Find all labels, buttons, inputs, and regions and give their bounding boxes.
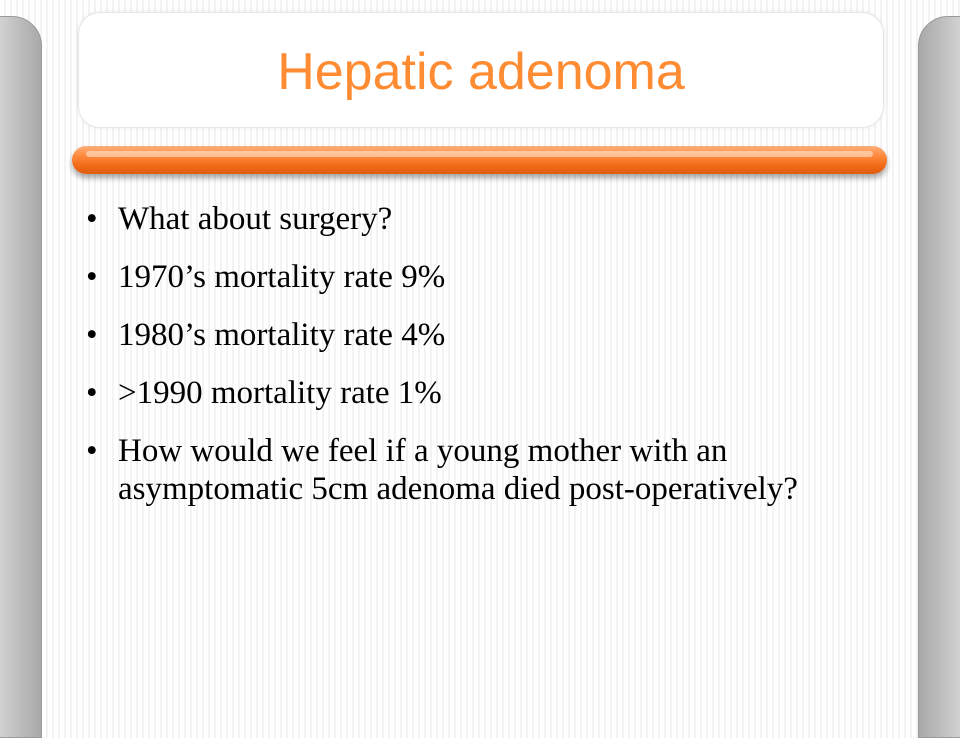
bullet-icon: •: [86, 375, 98, 411]
bullet-icon: •: [86, 317, 98, 353]
slide-title: Hepatic adenoma: [277, 43, 685, 101]
bullet-icon: •: [86, 201, 98, 237]
bullet-text: What about surgery?: [118, 201, 393, 237]
bullet-icon: •: [86, 259, 98, 295]
bullet-icon: •: [86, 433, 98, 469]
right-side-tab-decoration: [918, 16, 960, 738]
bullet-text: How would we feel if a young mother with an asymptomatic 5cm adenoma died post-operatively?: [118, 433, 798, 507]
bullet-text: 1980’s mortality rate 4%: [118, 317, 446, 353]
bullet-item: [86, 374, 876, 412]
bullet-text: >1990 mortality rate 1%: [118, 375, 442, 411]
bullet-item: [86, 200, 876, 238]
title-accent-bar: [72, 146, 887, 174]
bullet-item: [86, 432, 876, 508]
bullet-list: [86, 200, 876, 528]
bullet-item: [86, 316, 876, 354]
left-side-tab-decoration: [0, 16, 42, 738]
bullet-text: 1970’s mortality rate 9%: [118, 259, 446, 295]
bullet-item: [86, 258, 876, 296]
